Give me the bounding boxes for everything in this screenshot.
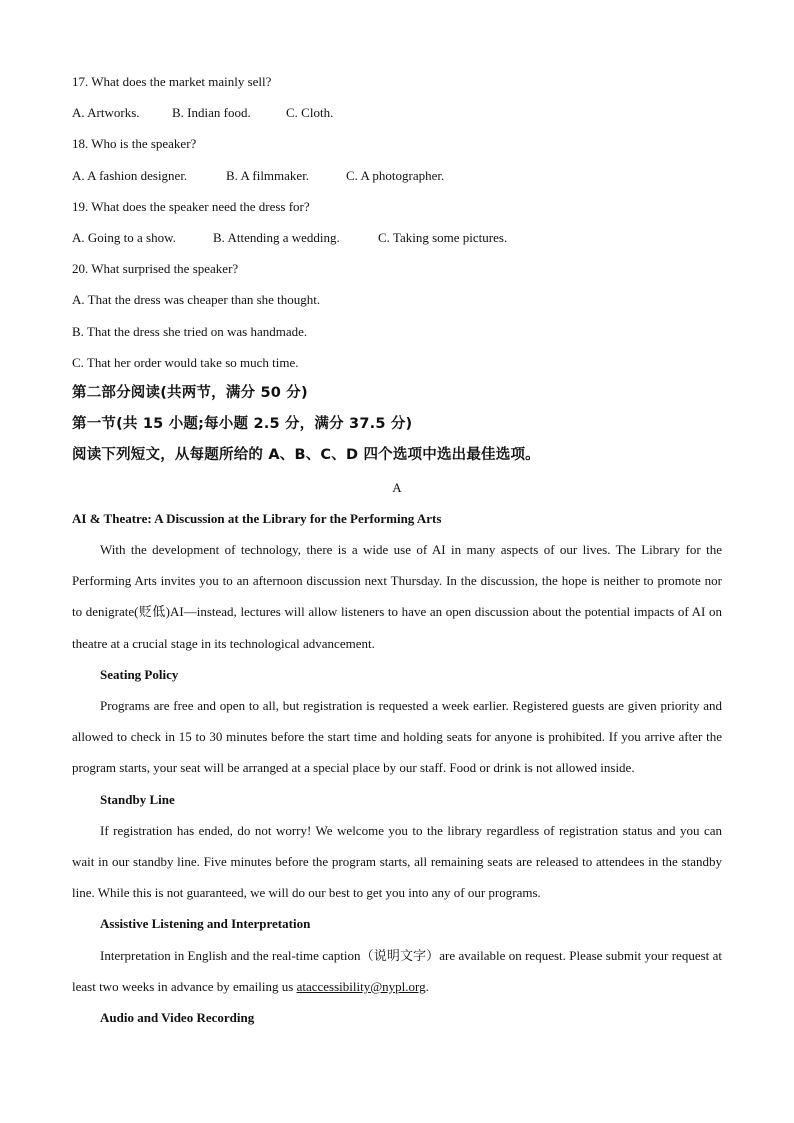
question-18-stem: 18. Who is the speaker? — [72, 136, 197, 152]
reading-instruction: 阅读下列短文，从每题所给的 A、B、C、D 四个选项中选出最佳选项。 — [72, 447, 540, 464]
assistive-listening-paragraph — [72, 940, 722, 1002]
standby-line-heading: Standby Line — [100, 791, 175, 807]
assistive-listening-heading: Assistive Listening and Interpretation — [100, 916, 311, 932]
question-18-options — [72, 160, 722, 191]
recording-heading: Audio and Video Recording — [100, 1010, 255, 1026]
passage-letter: A — [392, 479, 402, 495]
option-a: A. Artworks. — [72, 105, 140, 121]
option-c: C. Taking some pictures. — [378, 230, 508, 246]
exam-page — [72, 66, 722, 1033]
option-b: B. A filmmaker. — [226, 167, 310, 183]
part-two-heading: 第二部分阅读(共两节，满分 50 分) — [72, 385, 308, 402]
option-b: B. Attending a wedding. — [213, 230, 340, 246]
question-17-options — [72, 97, 722, 128]
intro-paragraph: With the development of technology, there is a wide use of AI in many aspects of our lives. The Library for the Performing Arts invites you to an afternoon discussion next Thursday. In the discussion, the hope is neither to promote nor to denigrate(贬低)AI—instead, lectures will allow listeners to have an open discussion about the potential impacts of AI on theatre at a crucial stage in its technological advancement. — [72, 542, 722, 651]
section-one-heading: 第一节(共 15 小题;每小题 2.5 分，满分 37.5 分) — [72, 416, 413, 433]
question-19-options — [72, 222, 722, 253]
question-17-stem: 17. What does the market mainly sell? — [72, 74, 272, 89]
assistive-listening-text: Interpretation in English and the real-time caption（说明文字）are available on request. Please submit your request at least two weeks in advance by emailing us — [72, 947, 722, 994]
option-c: C. A photographer. — [346, 167, 445, 183]
sentence-end: . — [425, 978, 429, 994]
option-b: B. Indian food. — [172, 105, 251, 121]
question-20-stem: 20. What surprised the speaker? — [72, 261, 239, 277]
option-c: C. That her order would take so much time. — [72, 354, 299, 370]
option-a: A. That the dress was cheaper than she thought. — [72, 292, 321, 308]
accessibility-email-link[interactable]: ataccessibility@nypl.org — [296, 978, 426, 994]
option-b: B. That the dress she tried on was handmade. — [72, 323, 308, 339]
standby-line-paragraph: If registration has ended, do not worry! We welcome you to the library regardless of registration status and you can wait in our standby line. Five minutes before the program starts, all remaining seats are released to attendees in the standby line. While this is not guaranteed, we will do our best to get you into any of our programs. — [72, 822, 722, 901]
seating-policy-paragraph: Programs are free and open to all, but registration is requested a week earlier. Registered guests are given priority and allowed to check in 15 to 30 minutes before the start time and holding seats for anyone is prohibited. If you arrive after the program starts, your seat will be arranged at a special place by our staff. Food or drink is not allowed inside. — [72, 698, 722, 776]
seating-policy-heading: Seating Policy — [100, 666, 179, 682]
option-a: A. A fashion designer. — [72, 167, 188, 183]
passage-title: AI & Theatre: A Discussion at the Library for the Performing Arts — [72, 510, 442, 526]
option-c: C. Cloth. — [286, 105, 334, 121]
option-a: A. Going to a show. — [72, 230, 176, 246]
question-19-stem: 19. What does the speaker need the dress for? — [72, 198, 310, 214]
